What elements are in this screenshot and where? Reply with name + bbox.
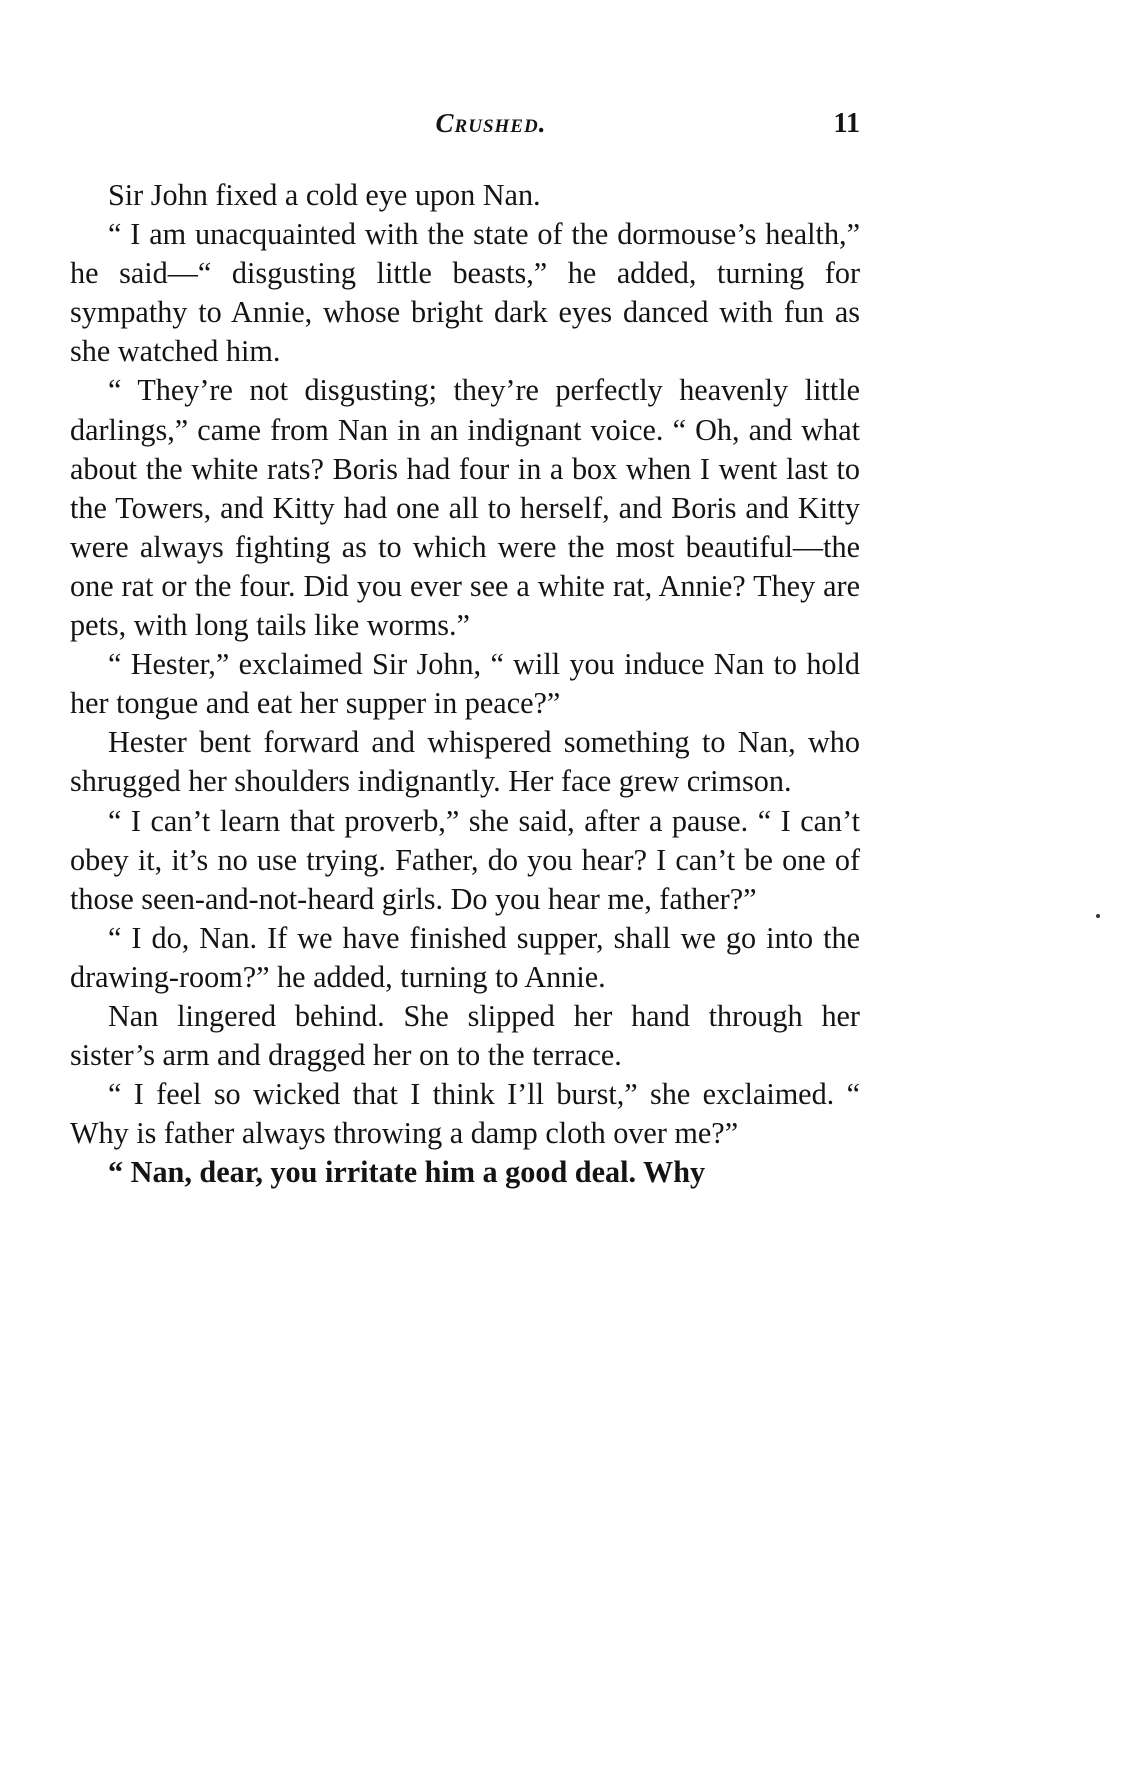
print-speck [1096, 914, 1100, 918]
paragraph: “ Nan, dear, you irritate him a good deal. Why [108, 1155, 706, 1190]
paragraph: “ They’re not disgusting; they’re perfectly heavenly little darlings,” came from Nan in an indignant voice. “ Oh, and what about the white rats? Boris had four in a box when I went last to the Towers, and Kitty had one all to herself, and Boris and Kitty were always fighting as to which were the most beautiful—the one rat or the four. Did you ever see a white rat, Annie? They are pets, with long tails like worms.” [70, 373, 860, 643]
paragraph: Sir John fixed a cold eye upon Nan. [108, 178, 541, 212]
page-header [122, 108, 860, 148]
paragraph: “ I feel so wicked that I think I’ll burst,” she exclaimed. “ Why is father always throwing a damp cloth over me?” [70, 1077, 860, 1151]
paragraph: “ I am unacquainted with the state of the dormouse’s health,” he said—“ disgusting little beasts,” he added, turning for sympathy to Annie, whose bright dark eyes danced with fun as she watched him. [70, 217, 860, 369]
paragraph: “ I do, Nan. If we have finished supper, shall we go into the drawing-room?” he added, turning to Annie. [70, 920, 860, 994]
paragraph: “ Hester,” exclaimed Sir John, “ will you induce Nan to hold her tongue and eat her supper in peace?” [70, 647, 860, 721]
body-text [70, 176, 860, 1192]
page-number: 11 [833, 108, 860, 139]
paragraph: Hester bent forward and whispered something to Nan, who shrugged her shoulders indignantly. Her face grew crimson. [70, 725, 860, 799]
running-head: Crushed. [435, 108, 547, 138]
paragraph: “ I can’t learn that proverb,” she said, after a pause. “ I can’t obey it, it’s no use trying. Father, do you hear? I can’t be one of those seen-and-not-heard girls. Do you hear me, father?” [70, 803, 860, 916]
paragraph: Nan lingered behind. She slipped her hand through her sister’s arm and dragged her on to the terrace. [70, 998, 860, 1073]
